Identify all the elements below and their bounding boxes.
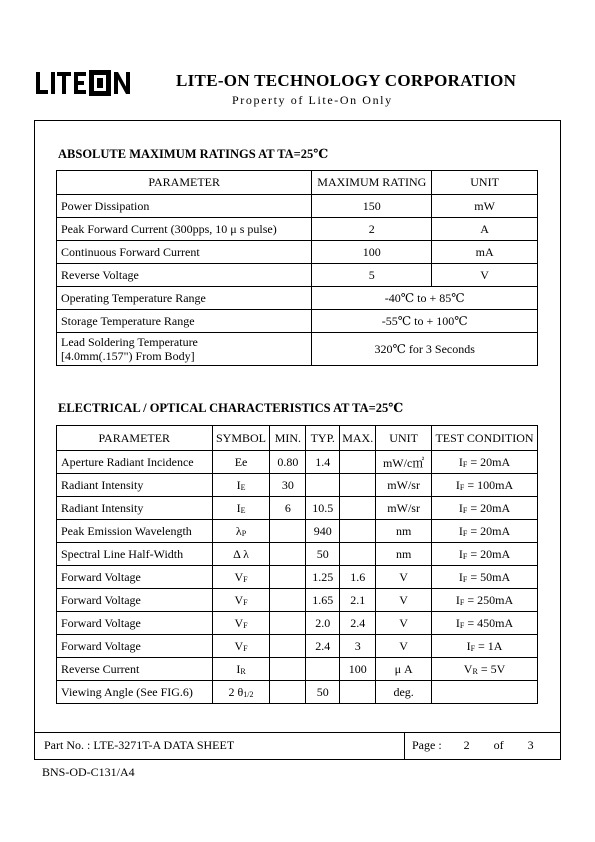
row-max	[340, 520, 376, 543]
row-unit	[376, 589, 432, 612]
table-row	[57, 520, 538, 543]
condition-symbol: I	[455, 477, 460, 492]
table-row	[57, 681, 538, 704]
row-min	[270, 451, 306, 474]
page-indicator	[412, 738, 534, 753]
row-parameter	[57, 589, 213, 612]
row-test-condition	[432, 612, 538, 635]
table-row	[57, 333, 538, 366]
parameter-text: Spectral Line Half-Width	[61, 546, 184, 561]
table-row	[57, 264, 538, 287]
condition-subscript: F	[459, 597, 465, 607]
symbol-text: Ee	[234, 454, 248, 469]
parameter-text: Peak Emission Wavelength	[61, 523, 192, 538]
unit-text: nm	[395, 523, 412, 538]
row-unit	[376, 474, 432, 497]
row-unit: V	[432, 264, 538, 287]
electrical-table	[56, 425, 538, 704]
page-number: 2	[463, 738, 470, 752]
page-total: 3	[527, 738, 534, 752]
condition-subscript: F	[462, 551, 468, 561]
unit-text: mW/sr	[387, 477, 420, 492]
row-max	[340, 635, 376, 658]
header-maximum-rating: MAXIMUM RATING	[312, 171, 432, 195]
header-test-condition: TEST CONDITION	[432, 426, 538, 451]
row-unit	[376, 451, 432, 474]
row-typ	[306, 635, 340, 658]
row-symbol	[212, 451, 270, 474]
symbol-text: V	[234, 592, 244, 607]
row-parameter: Reverse Voltage	[57, 264, 312, 287]
condition-symbol: I	[466, 638, 471, 653]
row-parameter: Storage Temperature Range	[57, 310, 312, 333]
row-max	[340, 451, 376, 474]
row-typ	[306, 497, 340, 520]
parameter-text: Forward Voltage	[61, 615, 141, 630]
liteon-logo	[36, 70, 132, 96]
symbol-subscript: F	[243, 597, 248, 607]
page-label: Page :	[412, 738, 442, 752]
symbol-subscript: F	[243, 574, 248, 584]
symbol-subscript: 1/2	[243, 689, 254, 699]
footer-separator	[404, 732, 405, 760]
parameter-text: Aperture Radiant Incidence	[61, 454, 194, 469]
max-value: 1.6	[350, 569, 366, 584]
row-symbol	[212, 681, 270, 704]
row-min	[270, 474, 306, 497]
parameter-text: Viewing Angle (See FIG.6)	[61, 684, 193, 699]
table-row	[57, 287, 538, 310]
condition-subscript: F	[459, 482, 465, 492]
condition-value: = 20mA	[467, 546, 511, 561]
symbol-subscript: E	[240, 505, 246, 515]
row-parameter	[57, 658, 213, 681]
header-symbol: SYMBOL	[212, 426, 270, 451]
typ-value: 940	[313, 523, 332, 538]
table-header-row	[57, 426, 538, 451]
company-name: LITE-ON TECHNOLOGY CORPORATION	[176, 71, 517, 90]
row-test-condition	[432, 543, 538, 566]
table-row	[57, 635, 538, 658]
parameter-text: Forward Voltage	[61, 569, 141, 584]
row-unit	[376, 635, 432, 658]
row-max	[340, 474, 376, 497]
parameter-line-1: Lead Soldering Temperature	[61, 335, 198, 349]
parameter-text: Forward Voltage	[61, 638, 141, 653]
row-test-condition	[432, 451, 538, 474]
row-parameter: Continuous Forward Current	[57, 241, 312, 264]
condition-symbol: I	[458, 546, 463, 561]
unit-text: V	[399, 592, 408, 607]
row-typ	[306, 658, 340, 681]
row-parameter	[57, 543, 213, 566]
row-rating: -55℃ to + 100℃	[312, 310, 538, 333]
symbol-text: V	[234, 638, 244, 653]
unit-text: μ A	[394, 661, 413, 676]
min-value: 30	[281, 477, 294, 492]
row-max	[340, 681, 376, 704]
row-typ	[306, 566, 340, 589]
unit-text: mW/sr	[387, 500, 420, 515]
parameter-line-2: [4.0mm(.157") From Body]	[61, 349, 195, 363]
row-typ	[306, 451, 340, 474]
symbol-text: 2 θ	[228, 684, 244, 699]
footer-divider	[34, 732, 561, 733]
unit-text: mW/c㎡	[382, 455, 425, 470]
condition-subscript: R	[472, 666, 478, 676]
unit-text: V	[399, 615, 408, 630]
row-unit: mW	[432, 195, 538, 218]
table-row	[57, 589, 538, 612]
row-max	[340, 658, 376, 681]
condition-subscript: F	[462, 459, 468, 469]
typ-value: 2.0	[315, 615, 331, 630]
row-unit	[376, 612, 432, 635]
condition-symbol: I	[458, 500, 463, 515]
row-unit: A	[432, 218, 538, 241]
row-parameter	[57, 451, 213, 474]
row-max	[340, 497, 376, 520]
row-min	[270, 543, 306, 566]
row-symbol	[212, 635, 270, 658]
row-parameter	[57, 474, 213, 497]
row-rating: 320℃ for 3 Seconds	[312, 333, 538, 366]
max-value: 2.1	[350, 592, 366, 607]
symbol-subscript: P	[241, 528, 247, 538]
max-value: 3	[354, 638, 361, 653]
row-test-condition	[432, 474, 538, 497]
row-symbol	[212, 589, 270, 612]
condition-value: = 20mA	[467, 500, 511, 515]
unit-text: nm	[395, 546, 412, 561]
abs-max-title: ABSOLUTE MAXIMUM RATINGS AT TA=25℃	[58, 147, 329, 161]
row-test-condition	[432, 681, 538, 704]
table-row	[57, 218, 538, 241]
row-min	[270, 681, 306, 704]
row-max	[340, 612, 376, 635]
row-symbol	[212, 612, 270, 635]
table-row	[57, 451, 538, 474]
row-test-condition	[432, 658, 538, 681]
condition-symbol: I	[458, 569, 463, 584]
row-test-condition	[432, 635, 538, 658]
row-min	[270, 520, 306, 543]
condition-value: = 450mA	[464, 615, 514, 630]
typ-value: 50	[316, 546, 329, 561]
row-unit	[376, 566, 432, 589]
max-value: 100	[348, 661, 367, 676]
parameter-text: Radiant Intensity	[61, 477, 144, 492]
row-typ	[306, 520, 340, 543]
row-typ	[306, 474, 340, 497]
row-max	[340, 543, 376, 566]
typ-value: 50	[316, 684, 329, 699]
symbol-text: V	[234, 569, 244, 584]
row-parameter	[57, 497, 213, 520]
condition-symbol: I	[455, 592, 460, 607]
unit-text: V	[399, 638, 408, 653]
row-symbol	[212, 474, 270, 497]
table-row	[57, 497, 538, 520]
table-row	[57, 474, 538, 497]
row-min	[270, 635, 306, 658]
parameter-text: Radiant Intensity	[61, 500, 144, 515]
row-parameter	[57, 612, 213, 635]
row-typ	[306, 543, 340, 566]
row-min	[270, 497, 306, 520]
part-number: Part No. : LTE-3271T-A DATA SHEET	[44, 738, 235, 752]
symbol-subscript: F	[243, 643, 248, 653]
symbol-text: I	[236, 477, 241, 492]
row-max	[340, 589, 376, 612]
condition-symbol: I	[458, 454, 463, 469]
row-typ	[306, 681, 340, 704]
parameter-text: Forward Voltage	[61, 592, 141, 607]
row-parameter: Peak Forward Current (300pps, 10 μ s pulse)	[57, 218, 312, 241]
condition-symbol: I	[458, 523, 463, 538]
row-rating: 2	[312, 218, 432, 241]
condition-value: = 250mA	[464, 592, 514, 607]
row-symbol	[212, 543, 270, 566]
row-symbol	[212, 497, 270, 520]
row-unit	[376, 681, 432, 704]
row-min	[270, 658, 306, 681]
parameter-text: Reverse Current	[61, 661, 140, 676]
header-max: MAX.	[340, 426, 376, 451]
row-parameter	[57, 566, 213, 589]
row-test-condition	[432, 566, 538, 589]
header-subtitle: Property of Lite-On Only	[232, 93, 393, 107]
table-row	[57, 612, 538, 635]
table-row	[57, 310, 538, 333]
symbol-subscript: F	[243, 620, 248, 630]
row-max	[340, 566, 376, 589]
row-unit	[376, 497, 432, 520]
row-unit	[376, 658, 432, 681]
header-parameter: PARAMETER	[57, 171, 312, 195]
row-unit: mA	[432, 241, 538, 264]
symbol-text: V	[234, 615, 244, 630]
row-test-condition	[432, 589, 538, 612]
condition-value: = 100mA	[464, 477, 514, 492]
symbol-subscript: E	[240, 482, 246, 492]
condition-subscript: F	[462, 505, 468, 515]
condition-value: = 50mA	[467, 569, 511, 584]
row-rating: -40℃ to + 85℃	[312, 287, 538, 310]
typ-value: 1.25	[312, 569, 334, 584]
header-typ: TYP.	[306, 426, 340, 451]
row-parameter: Power Dissipation	[57, 195, 312, 218]
condition-subscript: F	[462, 574, 468, 584]
header-min: MIN.	[270, 426, 306, 451]
table-row	[57, 195, 538, 218]
table-row	[57, 543, 538, 566]
row-test-condition	[432, 497, 538, 520]
typ-value: 10.5	[312, 500, 334, 515]
typ-value: 1.65	[312, 592, 334, 607]
row-rating: 150	[312, 195, 432, 218]
header-unit: UNIT	[376, 426, 432, 451]
table-header-row	[57, 171, 538, 195]
condition-value: = 20mA	[467, 523, 511, 538]
header-unit: UNIT	[432, 171, 538, 195]
document-id: BNS-OD-C131/A4	[42, 765, 135, 779]
symbol-text: Δ λ	[233, 546, 249, 561]
condition-symbol: V	[463, 661, 473, 676]
header-parameter: PARAMETER	[57, 426, 213, 451]
row-symbol	[212, 566, 270, 589]
condition-subscript: F	[470, 643, 476, 653]
symbol-text: I	[236, 661, 241, 676]
min-value: 0.80	[277, 454, 299, 469]
electrical-title: ELECTRICAL / OPTICAL CHARACTERISTICS AT TA=25℃	[58, 401, 404, 415]
condition-subscript: F	[459, 620, 465, 630]
row-typ	[306, 589, 340, 612]
unit-text: V	[399, 569, 408, 584]
row-rating: 100	[312, 241, 432, 264]
row-test-condition	[432, 520, 538, 543]
row-unit	[376, 543, 432, 566]
row-parameter	[57, 333, 312, 366]
table-row	[57, 658, 538, 681]
symbol-subscript: R	[240, 666, 246, 676]
row-min	[270, 589, 306, 612]
row-min	[270, 566, 306, 589]
table-row	[57, 566, 538, 589]
condition-symbol: I	[455, 615, 460, 630]
max-value: 2.4	[350, 615, 366, 630]
condition-value: = 5V	[477, 661, 506, 676]
symbol-text: λ	[235, 523, 242, 538]
row-min	[270, 612, 306, 635]
min-value: 6	[284, 500, 291, 515]
typ-value: 2.4	[315, 638, 331, 653]
row-symbol	[212, 658, 270, 681]
symbol-text: I	[236, 500, 241, 515]
row-parameter	[57, 635, 213, 658]
unit-text: deg.	[393, 684, 414, 699]
page-of-label: of	[493, 738, 504, 752]
table-row	[57, 241, 538, 264]
row-unit	[376, 520, 432, 543]
condition-value: = 20mA	[467, 454, 511, 469]
condition-subscript: F	[462, 528, 468, 538]
row-parameter: Operating Temperature Range	[57, 287, 312, 310]
typ-value: 1.4	[315, 454, 331, 469]
row-parameter	[57, 520, 213, 543]
row-parameter	[57, 681, 213, 704]
row-rating: 5	[312, 264, 432, 287]
abs-max-table	[56, 170, 538, 366]
row-typ	[306, 612, 340, 635]
row-symbol	[212, 520, 270, 543]
condition-value: = 1A	[475, 638, 503, 653]
